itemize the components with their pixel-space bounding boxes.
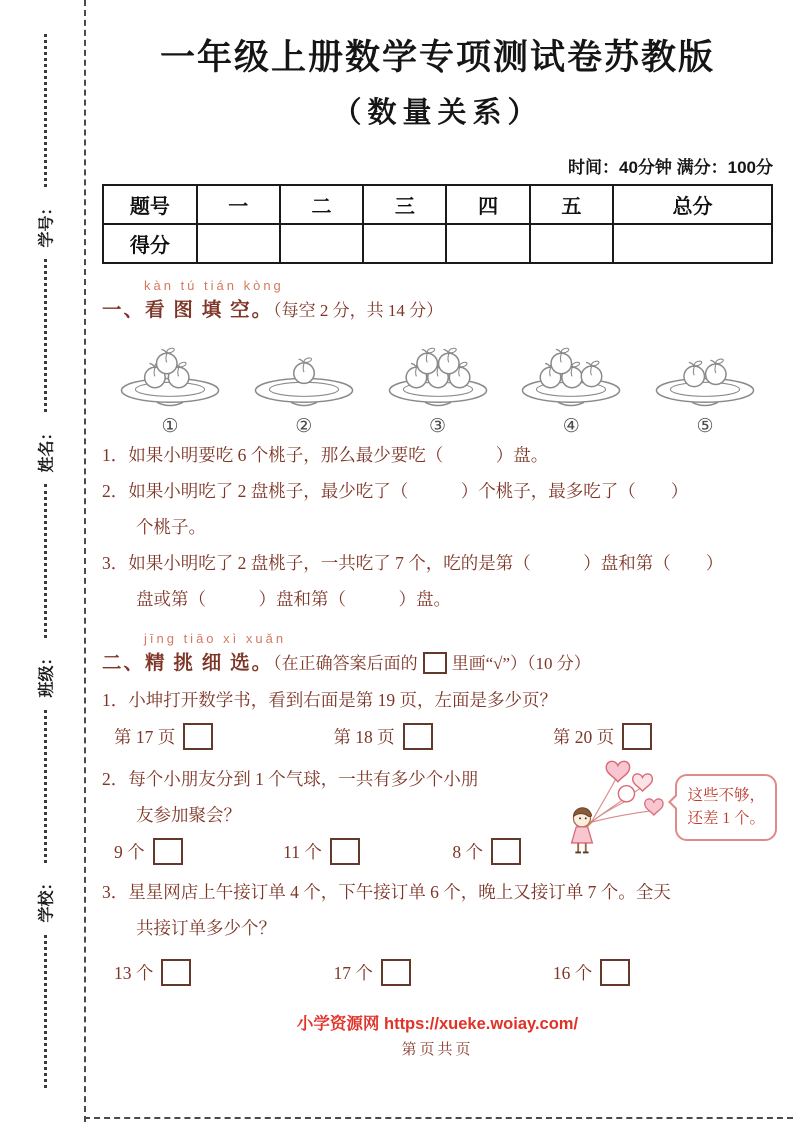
- balloon-girl-illustration: [523, 754, 675, 860]
- dotted-write-line: [44, 259, 47, 412]
- score-header-cell: 总分: [613, 185, 772, 224]
- score-header-cell: 一: [197, 185, 280, 224]
- sidebar-field-class: [21, 638, 69, 710]
- score-table: [102, 184, 773, 264]
- option-page-18: [333, 723, 552, 750]
- plate-illustration: [647, 330, 763, 417]
- score-header-cell: 四: [446, 185, 529, 224]
- binding-margin: [22, 0, 68, 1108]
- plate-number-label: ②: [295, 416, 313, 437]
- plate-illustration: [380, 330, 496, 417]
- option-page-17: [114, 723, 333, 750]
- answer-checkbox[interactable]: [491, 838, 521, 865]
- score-header-cell: 题号: [103, 185, 197, 224]
- option-label: 13 个: [114, 962, 154, 983]
- plate-illustration: [112, 330, 228, 417]
- score-table-score-row: [103, 224, 772, 263]
- plate-illustration: [513, 330, 629, 417]
- question-text: 2．每个小朋友分到 1 个气球，一共有多少个小朋: [102, 769, 479, 790]
- sidebar-field-school: [21, 863, 69, 935]
- page-subtitle: （数量关系）: [332, 97, 543, 129]
- example-checkbox: [423, 652, 447, 674]
- plate-figure-5: [647, 330, 763, 438]
- plate-number-label: ③: [428, 416, 447, 437]
- answer-checkbox[interactable]: [183, 723, 213, 750]
- option-16: [553, 959, 772, 986]
- question-text: 2．如果小明吃了 2 盘桃子，最少吃了（ ）个桃子，最多吃了（ ）: [102, 480, 689, 501]
- section2-pinyin: jīng tiāo xì xuǎn: [144, 631, 287, 647]
- plate-number-label: ⑤: [696, 416, 714, 437]
- section2-question-2: [102, 762, 773, 865]
- plate-figure-3: [380, 330, 496, 438]
- section2-title: 二、精 挑 细 选。: [102, 653, 274, 675]
- option-9: [114, 838, 283, 865]
- score-header-cell: 三: [363, 185, 446, 224]
- page-title: 一年级上册数学专项测试卷苏教版: [159, 38, 715, 77]
- section1-note: （每空 2 分，共 14 分）: [273, 301, 444, 320]
- dotted-write-line: [44, 710, 47, 863]
- score-input-cell[interactable]: [280, 224, 363, 263]
- score-input-cell[interactable]: [530, 224, 613, 263]
- plate-figure-1: [112, 330, 228, 438]
- score-input-cell[interactable]: [363, 224, 446, 263]
- option-13: [114, 959, 333, 986]
- dotted-write-line: [44, 34, 47, 187]
- question1-options: [102, 723, 773, 750]
- page-number-footer: 第页共页: [401, 1041, 474, 1058]
- score-input-cell[interactable]: [613, 224, 772, 263]
- answer-checkbox[interactable]: [381, 959, 411, 986]
- question-text: 个桃子。: [136, 516, 206, 537]
- question3-options: [102, 959, 773, 986]
- section2-note: [273, 654, 591, 673]
- option-label: 第 20 页: [552, 727, 615, 748]
- sidebar-field-name: [21, 412, 69, 484]
- option-label: 11 个: [283, 842, 322, 862]
- option-label: 9 个: [114, 842, 145, 862]
- school-label: 学校：: [38, 874, 56, 923]
- option-11: [283, 838, 452, 865]
- bottom-dashed-line: [84, 1117, 793, 1119]
- option-label: 17 个: [333, 962, 373, 983]
- option-label: 第 17 页: [114, 727, 176, 748]
- section1-question-3: [102, 546, 773, 618]
- plate-number-label: ①: [161, 416, 179, 437]
- question-text: 3．星星网店上午接订单 4 个，下午接订单 6 个，晚上又接订单 7 个。全天: [102, 882, 671, 902]
- plate-figure-4: [513, 330, 629, 438]
- question-text: 盘或第（ ）盘和第（ ）盘。: [136, 588, 451, 609]
- sidebar-field-student-id: [21, 187, 69, 259]
- dotted-write-line: [44, 935, 47, 1088]
- plates-figure: [102, 330, 773, 438]
- answer-checkbox[interactable]: [622, 723, 652, 750]
- score-header-cell: 五: [530, 185, 613, 224]
- score-input-cell[interactable]: [446, 224, 529, 263]
- option-17: [333, 959, 552, 986]
- score-label-cell: 得分: [103, 224, 197, 263]
- speech-bubble: [675, 774, 777, 841]
- score-table-header-row: [103, 185, 772, 224]
- option-label: 16 个: [552, 962, 593, 983]
- dotted-write-line: [44, 484, 47, 637]
- name-label: 姓名：: [38, 424, 56, 473]
- option-label: 8 个: [452, 842, 483, 862]
- section1-question-2: [102, 474, 773, 546]
- score-header-cell: 二: [280, 185, 363, 224]
- option-label: 第 18 页: [333, 727, 395, 748]
- footer-site-link[interactable]: 小学资源网 https://xueke.woiay.com/: [296, 1014, 579, 1033]
- answer-checkbox[interactable]: [161, 959, 191, 986]
- section1-pinyin: kàn tú tián kòng: [144, 278, 284, 293]
- note-suffix: 里画“√”）（10 分）: [451, 654, 591, 674]
- question2-artwork: [523, 754, 777, 860]
- question-text: 友参加聚会？: [136, 805, 241, 826]
- section2-question-1: 1．小坤打开数学书，看到右面是第 19 页，左面是多少页？: [102, 690, 557, 711]
- binding-dashed-line: [84, 0, 86, 1122]
- option-page-20: [553, 723, 772, 750]
- score-input-cell[interactable]: [197, 224, 280, 263]
- plate-figure-2: [246, 330, 362, 438]
- section2-question-3: [102, 875, 773, 947]
- answer-checkbox[interactable]: [153, 838, 183, 865]
- answer-checkbox[interactable]: [403, 723, 433, 750]
- section1-title: 一、看 图 填 空。: [102, 300, 274, 321]
- question-text: 共接订单多少个？: [136, 917, 276, 938]
- bubble-text-line2: 还差 1 个。: [687, 810, 765, 828]
- question-text: 3．如果小明吃了 2 盘桃子，一共吃了 7 个，吃的是第（ ）盘和第（ ）: [102, 552, 724, 573]
- paper-content: [102, 0, 773, 1059]
- plate-number-label: ④: [562, 416, 580, 437]
- answer-checkbox[interactable]: [330, 838, 360, 865]
- plate-illustration: [246, 330, 362, 417]
- section1-question-1: 1．如果小明要吃 6 个桃子，那么最少要吃（ ）盘。: [102, 445, 549, 465]
- bubble-text-line1: 这些不够，: [687, 787, 765, 804]
- student-id-label: 学号：: [38, 199, 56, 248]
- class-label: 班级：: [38, 649, 56, 698]
- time-score-info: 时间：40分钟 满分：100分: [568, 158, 773, 177]
- note-prefix: （在正确答案后面的: [273, 654, 418, 674]
- answer-checkbox[interactable]: [600, 959, 630, 986]
